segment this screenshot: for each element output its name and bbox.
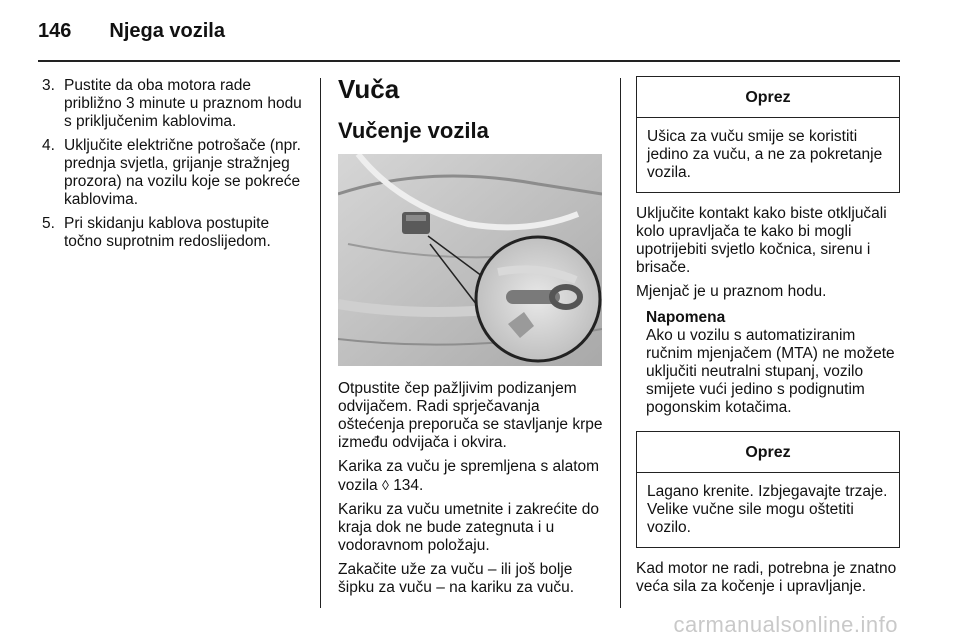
steps-list (42, 77, 304, 251)
paragraph: Otpustite čep pažljivim podizanjem odvijačem. Radi sprječavanja oštećenja preporuča se stavljanje krpe između odvijača i okvira. (338, 380, 603, 451)
paragraph: Zakačite uže za vuču – ili još bolje šipku za vuču – na kariku za vuču. (338, 561, 575, 596)
tow-eye-illustration (338, 154, 602, 366)
page-header (38, 20, 225, 50)
header-rule (38, 60, 900, 62)
paragraph: Kariku za vuču umetnite i zakrećite do kraja dok ne bude zategnuta i u vodoravnom položaju. (338, 501, 600, 554)
list-item: 3. Pustite da oba motora rade približno 3 minute u praznom hodu s priključenim kablovima. (42, 77, 302, 130)
note-block (636, 309, 900, 417)
list-item: 5. Pri skidanju kablova postupite točno suprotnim redoslijedom. (42, 215, 271, 250)
page-reference[interactable]: 134. (393, 477, 424, 494)
right-column (636, 76, 900, 602)
middle-column (338, 74, 604, 603)
paragraph: Karika za vuču je spremljena s alatom vozila ◊ 134. (338, 458, 600, 494)
column-divider-1 (320, 78, 321, 608)
caution-box-1 (636, 76, 900, 193)
note-text: Ako u vozilu s automatiziranim ručnim mjenjačem (MTA) ne možete uključiti neutralni stupanj, vozilo smijete vući jedino s podignutim pogonskim kotačima. (646, 327, 895, 416)
paragraph: Mjenjač je u praznom hodu. (636, 283, 827, 300)
caution-box-2 (636, 431, 900, 548)
list-item: 4. Uključite električne potrošače (npr. prednja svjetla, grijanje stražnjeg prozora) na vozilu koje se pokreće kablovima. (42, 137, 301, 208)
paragraph: Kad motor ne radi, potrebna je znatno veća sila za kočenje i upravljanje. (636, 560, 897, 595)
heading-vucenje-vozila: Vučenje vozila (338, 118, 489, 143)
caution-text: Ušica za vuču smije se koristiti jedino za vuču, a ne za pokretanje vozila. (647, 128, 883, 181)
caution-title: Oprez (637, 432, 899, 473)
watermark: carmanualsonline.info (673, 612, 898, 637)
left-column (42, 77, 304, 257)
heading-vuca: Vuča (338, 74, 400, 104)
caution-title: Oprez (637, 77, 899, 118)
paragraph: Uključite kontakt kako biste otključali kolo upravljača te kako bi mogli upotrijebiti svjetlo kočnica, sirenu i brisače. (636, 205, 887, 276)
page-number: 146 (38, 20, 72, 42)
caution-text: Lagano krenite. Izbjegavajte trzaje. Velike vučne sile mogu oštetiti vozilo. (647, 483, 888, 536)
section-title: Njega vozila (109, 20, 225, 42)
page-reference-icon: ◊ (381, 477, 389, 493)
column-divider-2 (620, 78, 621, 608)
note-title: Napomena (646, 309, 726, 326)
